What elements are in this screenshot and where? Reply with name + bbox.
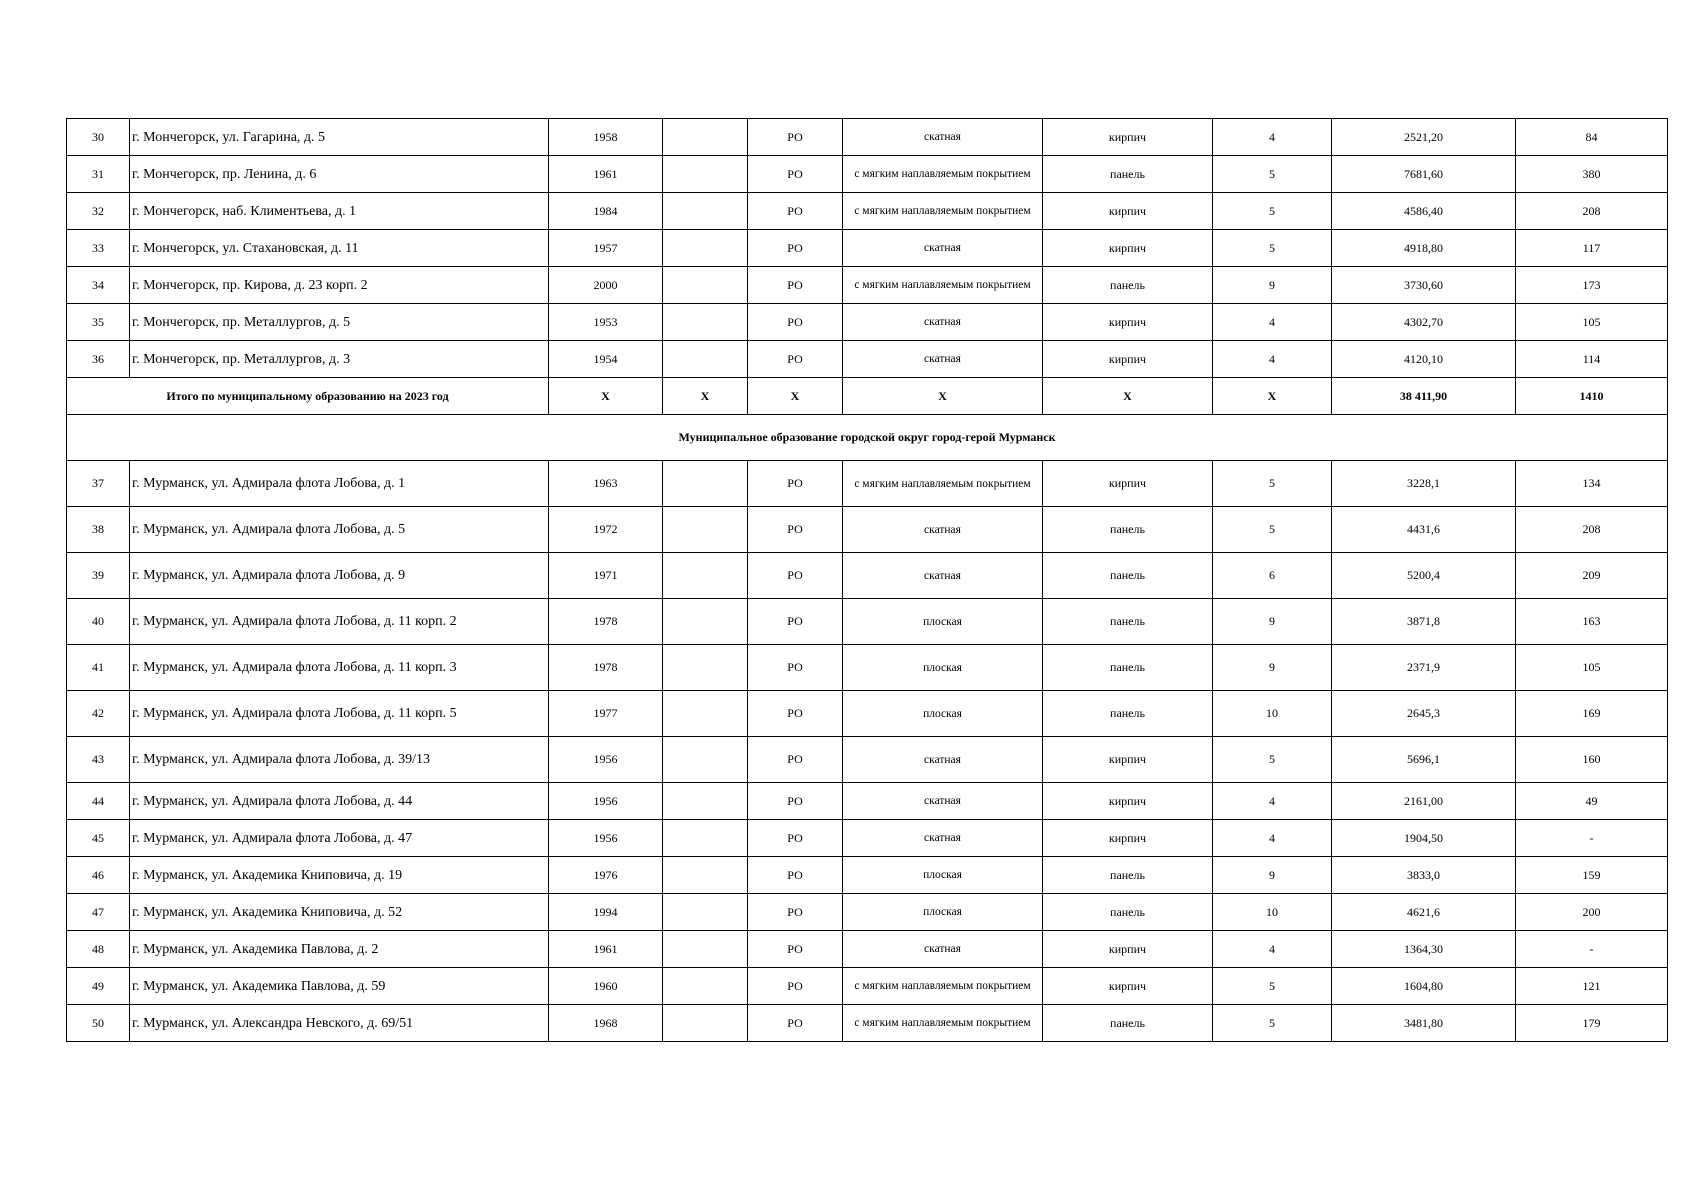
row-residents: 160 [1516,737,1668,783]
row-floors: 4 [1213,783,1332,820]
total-area: 38 411,90 [1332,378,1516,415]
table-row [67,820,1668,857]
row-roof-type: с мягким наплавляемым покрытием [843,156,1043,193]
row-wall-material: панель [1043,267,1213,304]
row-residents: 121 [1516,968,1668,1005]
row-address: г. Мурманск, ул. Академика Книповича, д. 52 [130,894,549,931]
row-residents: 49 [1516,783,1668,820]
row-residents: 179 [1516,1005,1668,1042]
row-roof-type: скатная [843,341,1043,378]
row-fund: РО [748,645,843,691]
row-area: 4918,80 [1332,230,1516,267]
row-address: г. Мурманск, ул. Адмирала флота Лобова, д. 11 корп. 3 [130,645,549,691]
table-row [67,857,1668,894]
row-fund: РО [748,230,843,267]
row-year: 1960 [549,968,663,1005]
row-number: 31 [67,156,130,193]
row-floors: 5 [1213,968,1332,1005]
row-area: 1364,30 [1332,931,1516,968]
row-empty-cell [663,645,748,691]
row-address: г. Мурманск, ул. Адмирала флота Лобова, д. 47 [130,820,549,857]
row-area: 3730,60 [1332,267,1516,304]
row-roof-type: с мягким наплавляемым покрытием [843,968,1043,1005]
row-roof-type: плоская [843,599,1043,645]
row-empty-cell [663,461,748,507]
row-floors: 5 [1213,1005,1332,1042]
row-fund: РО [748,931,843,968]
row-wall-material: кирпич [1043,931,1213,968]
section-header-row [67,415,1668,461]
table-row [67,304,1668,341]
row-empty-cell [663,553,748,599]
row-floors: 4 [1213,931,1332,968]
row-year: 1957 [549,230,663,267]
row-fund: РО [748,968,843,1005]
row-empty-cell [663,931,748,968]
table-row [67,968,1668,1005]
row-area: 2645,3 [1332,691,1516,737]
row-roof-type: с мягким наплавляемым покрытием [843,267,1043,304]
row-residents: 380 [1516,156,1668,193]
row-year: 1956 [549,820,663,857]
total-x-walls: X [1043,378,1213,415]
row-roof-type: плоская [843,691,1043,737]
row-year: 1968 [549,1005,663,1042]
total-label: Итого по муниципальному образованию на 2023 год [67,378,549,415]
row-floors: 5 [1213,737,1332,783]
row-area: 7681,60 [1332,156,1516,193]
row-fund: РО [748,304,843,341]
row-area: 4431,6 [1332,507,1516,553]
row-residents: 117 [1516,230,1668,267]
row-area: 4586,40 [1332,193,1516,230]
row-empty-cell [663,230,748,267]
total-row [67,378,1668,415]
row-area: 3228,1 [1332,461,1516,507]
row-address: г. Мончегорск, наб. Климентьева, д. 1 [130,193,549,230]
row-roof-type: скатная [843,737,1043,783]
row-fund: РО [748,267,843,304]
row-empty-cell [663,820,748,857]
row-empty-cell [663,691,748,737]
row-wall-material: кирпич [1043,304,1213,341]
row-wall-material: кирпич [1043,820,1213,857]
row-year: 1954 [549,341,663,378]
row-address: г. Мончегорск, ул. Стахановская, д. 11 [130,230,549,267]
row-number: 48 [67,931,130,968]
row-year: 1994 [549,894,663,931]
row-floors: 5 [1213,156,1332,193]
row-floors: 5 [1213,230,1332,267]
table-row [67,230,1668,267]
row-year: 1958 [549,119,663,156]
row-fund: РО [748,119,843,156]
row-residents: 169 [1516,691,1668,737]
row-empty-cell [663,968,748,1005]
row-floors: 4 [1213,341,1332,378]
row-empty-cell [663,1005,748,1042]
row-floors: 9 [1213,599,1332,645]
table-row [67,737,1668,783]
row-fund: РО [748,156,843,193]
row-roof-type: плоская [843,645,1043,691]
row-address: г. Мурманск, ул. Академика Павлова, д. 59 [130,968,549,1005]
row-residents: - [1516,931,1668,968]
row-floors: 9 [1213,645,1332,691]
row-wall-material: панель [1043,857,1213,894]
table-row [67,341,1668,378]
row-roof-type: с мягким наплавляемым покрытием [843,1005,1043,1042]
row-area: 4302,70 [1332,304,1516,341]
row-floors: 4 [1213,304,1332,341]
row-roof-type: скатная [843,783,1043,820]
row-number: 50 [67,1005,130,1042]
row-area: 3833,0 [1332,857,1516,894]
total-x-floors: X [1213,378,1332,415]
table-row [67,119,1668,156]
row-empty-cell [663,119,748,156]
row-empty-cell [663,156,748,193]
row-wall-material: кирпич [1043,461,1213,507]
row-floors: 5 [1213,193,1332,230]
row-fund: РО [748,894,843,931]
row-number: 36 [67,341,130,378]
row-floors: 9 [1213,857,1332,894]
houses-table [66,118,1668,1042]
row-area: 4120,10 [1332,341,1516,378]
row-fund: РО [748,193,843,230]
row-address: г. Мурманск, ул. Адмирала флота Лобова, д. 5 [130,507,549,553]
table-row [67,553,1668,599]
row-wall-material: панель [1043,894,1213,931]
row-wall-material: кирпич [1043,737,1213,783]
row-year: 1976 [549,857,663,894]
row-wall-material: панель [1043,599,1213,645]
row-area: 3481,80 [1332,1005,1516,1042]
table-row [67,193,1668,230]
row-area: 2371,9 [1332,645,1516,691]
row-fund: РО [748,737,843,783]
row-residents: 134 [1516,461,1668,507]
row-residents: 105 [1516,304,1668,341]
total-x-col4: X [663,378,748,415]
row-year: 1953 [549,304,663,341]
row-fund: РО [748,507,843,553]
row-number: 33 [67,230,130,267]
row-fund: РО [748,857,843,894]
row-floors: 4 [1213,820,1332,857]
row-wall-material: кирпич [1043,193,1213,230]
row-residents: 159 [1516,857,1668,894]
row-roof-type: плоская [843,894,1043,931]
row-residents: 208 [1516,507,1668,553]
row-residents: 200 [1516,894,1668,931]
table-row [67,461,1668,507]
row-roof-type: с мягким наплавляемым покрытием [843,193,1043,230]
row-number: 47 [67,894,130,931]
total-x-roof: X [843,378,1043,415]
row-fund: РО [748,599,843,645]
row-floors: 6 [1213,553,1332,599]
row-empty-cell [663,599,748,645]
row-number: 43 [67,737,130,783]
row-wall-material: панель [1043,645,1213,691]
row-residents: 163 [1516,599,1668,645]
total-x-fund: X [748,378,843,415]
row-residents: 173 [1516,267,1668,304]
row-address: г. Мурманск, ул. Адмирала флота Лобова, д. 1 [130,461,549,507]
row-wall-material: панель [1043,156,1213,193]
row-number: 46 [67,857,130,894]
row-fund: РО [748,553,843,599]
row-number: 39 [67,553,130,599]
row-number: 32 [67,193,130,230]
row-address: г. Мурманск, ул. Адмирала флота Лобова, д. 9 [130,553,549,599]
row-number: 34 [67,267,130,304]
row-number: 38 [67,507,130,553]
row-address: г. Мончегорск, пр. Ленина, д. 6 [130,156,549,193]
row-wall-material: панель [1043,553,1213,599]
row-floors: 4 [1213,119,1332,156]
row-roof-type: скатная [843,507,1043,553]
row-area: 2161,00 [1332,783,1516,820]
row-roof-type: скатная [843,820,1043,857]
row-address: г. Мурманск, ул. Адмирала флота Лобова, д. 11 корп. 5 [130,691,549,737]
row-number: 45 [67,820,130,857]
row-roof-type: с мягким наплавляемым покрытием [843,461,1043,507]
table-row [67,507,1668,553]
row-year: 2000 [549,267,663,304]
row-empty-cell [663,267,748,304]
row-number: 40 [67,599,130,645]
row-number: 35 [67,304,130,341]
table-row [67,645,1668,691]
row-roof-type: плоская [843,857,1043,894]
row-address: г. Мурманск, ул. Академика Книповича, д. 19 [130,857,549,894]
row-address: г. Мончегорск, пр. Кирова, д. 23 корп. 2 [130,267,549,304]
table-row [67,156,1668,193]
row-area: 3871,8 [1332,599,1516,645]
row-wall-material: кирпич [1043,119,1213,156]
row-wall-material: кирпич [1043,230,1213,267]
row-fund: РО [748,341,843,378]
row-floors: 5 [1213,507,1332,553]
row-floors: 10 [1213,894,1332,931]
row-wall-material: кирпич [1043,968,1213,1005]
row-area: 2521,20 [1332,119,1516,156]
row-year: 1972 [549,507,663,553]
row-number: 49 [67,968,130,1005]
row-year: 1961 [549,156,663,193]
row-wall-material: панель [1043,1005,1213,1042]
row-roof-type: скатная [843,931,1043,968]
row-address: г. Мончегорск, пр. Металлургов, д. 5 [130,304,549,341]
row-year: 1971 [549,553,663,599]
row-wall-material: кирпич [1043,341,1213,378]
row-number: 41 [67,645,130,691]
row-wall-material: панель [1043,507,1213,553]
row-number: 42 [67,691,130,737]
row-residents: - [1516,820,1668,857]
row-residents: 209 [1516,553,1668,599]
table-row [67,599,1668,645]
row-empty-cell [663,857,748,894]
row-roof-type: скатная [843,304,1043,341]
row-floors: 10 [1213,691,1332,737]
row-fund: РО [748,820,843,857]
row-fund: РО [748,691,843,737]
row-area: 1604,80 [1332,968,1516,1005]
table-row [67,931,1668,968]
row-address: г. Мончегорск, ул. Гагарина, д. 5 [130,119,549,156]
section-title: Муниципальное образование городской округ город-герой Мурманск [67,415,1668,461]
row-roof-type: скатная [843,230,1043,267]
row-number: 44 [67,783,130,820]
row-floors: 5 [1213,461,1332,507]
table-row [67,894,1668,931]
row-roof-type: скатная [843,119,1043,156]
row-area: 5696,1 [1332,737,1516,783]
row-area: 5200,4 [1332,553,1516,599]
table-row [67,691,1668,737]
table-row [67,1005,1668,1042]
row-empty-cell [663,507,748,553]
row-empty-cell [663,304,748,341]
row-year: 1984 [549,193,663,230]
row-number: 37 [67,461,130,507]
row-fund: РО [748,461,843,507]
total-x-year: X [549,378,663,415]
row-floors: 9 [1213,267,1332,304]
row-empty-cell [663,783,748,820]
row-address: г. Мурманск, ул. Адмирала флота Лобова, д. 44 [130,783,549,820]
table-row [67,783,1668,820]
row-year: 1961 [549,931,663,968]
row-year: 1956 [549,737,663,783]
row-address: г. Мурманск, ул. Адмирала флота Лобова, д. 11 корп. 2 [130,599,549,645]
row-residents: 208 [1516,193,1668,230]
row-area: 1904,50 [1332,820,1516,857]
table-row [67,267,1668,304]
row-empty-cell [663,341,748,378]
total-residents: 1410 [1516,378,1668,415]
row-fund: РО [748,1005,843,1042]
row-address: г. Мурманск, ул. Академика Павлова, д. 2 [130,931,549,968]
row-empty-cell [663,894,748,931]
row-residents: 114 [1516,341,1668,378]
row-number: 30 [67,119,130,156]
row-residents: 105 [1516,645,1668,691]
row-empty-cell [663,193,748,230]
row-year: 1978 [549,599,663,645]
row-address: г. Мурманск, ул. Александра Невского, д. 69/51 [130,1005,549,1042]
row-year: 1963 [549,461,663,507]
row-empty-cell [663,737,748,783]
row-address: г. Мончегорск, пр. Металлургов, д. 3 [130,341,549,378]
row-year: 1977 [549,691,663,737]
row-area: 4621,6 [1332,894,1516,931]
row-fund: РО [748,783,843,820]
row-residents: 84 [1516,119,1668,156]
row-wall-material: панель [1043,691,1213,737]
row-wall-material: кирпич [1043,783,1213,820]
row-year: 1956 [549,783,663,820]
row-year: 1978 [549,645,663,691]
row-address: г. Мурманск, ул. Адмирала флота Лобова, д. 39/13 [130,737,549,783]
row-roof-type: скатная [843,553,1043,599]
